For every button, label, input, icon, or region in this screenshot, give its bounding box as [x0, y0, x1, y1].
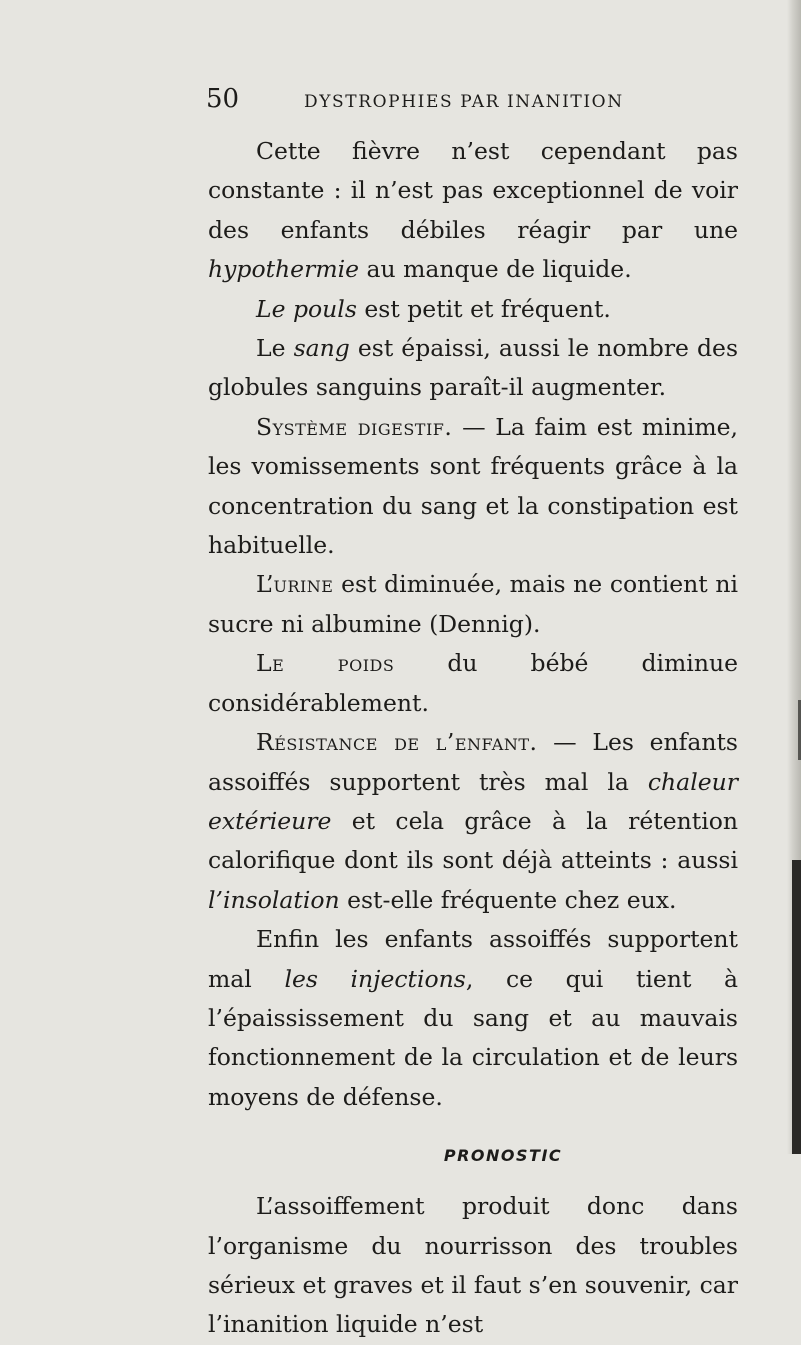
- paragraph-poids: Le poids du bébé diminue considérablement.: [208, 649, 739, 717]
- rubric-resistance: Résistance de l’enfant.: [256, 728, 538, 757]
- rubric-poids: Le poids: [256, 649, 395, 678]
- paragraph-urine: L’urine est diminuée, mais ne contient ni sucre ni albumine (Dennig).: [208, 570, 738, 638]
- term-injections: les injections: [284, 964, 466, 993]
- running-head: [206, 84, 726, 114]
- paragraph-fever: Cette fièvre n’est cependant pas constante : il n’est pas exceptionnel de voir des enfants débiles réagir par une hypothermie au manque de liquide.: [208, 137, 738, 284]
- term-sang: sang: [293, 334, 350, 363]
- paragraph-sang: Le sang est épaissi, aussi le nombre des globules sanguins paraît-il augmenter.: [208, 334, 739, 402]
- paragraph-systeme-digestif: Système digestif. — La faim est minime, les vomissements sont fréquents grâce à la concentration du sang et la constipation est habituelle.: [208, 412, 739, 560]
- paragraph-injections: Enfin les enfants assoiffés supportent mal les injections, ce qui tient à l’épaississement du sang et au mauvais fonctionnement de la circulation et de leurs moyens de défense.: [208, 925, 739, 1111]
- binding-mark-lower: [792, 860, 801, 1154]
- page-number: 50: [206, 84, 240, 114]
- rubric-urine: urine: [273, 570, 334, 599]
- rubric-systeme-digestif: Système digestif.: [256, 412, 453, 441]
- term-insolation: l’insolation: [208, 885, 340, 914]
- paragraph-pouls: Le pouls est petit et fréquent.: [256, 294, 611, 323]
- paragraph-pronostic: L’assoiffement produit donc dans l’organisme du nourrisson des troubles sérieux et graves et il faut s’en souvenir, car l’inanition liquide n’est: [208, 1192, 738, 1339]
- term-chaleur-exterieure: chaleur extérieure: [208, 767, 738, 835]
- section-heading-pronostic: PRONOSTIC: [443, 1146, 563, 1166]
- body-text: [208, 132, 738, 1345]
- term-hypothermie: hypothermie: [208, 255, 360, 284]
- running-title: DYSTROPHIES PAR INANITION: [304, 92, 624, 112]
- paragraph-resistance: Résistance de l’enfant. — Les enfants assoiffés supportent très mal la chaleur extérieure et cela grâce à la rétention calorifique dont ils sont déjà atteints : aussi l’insolation est-elle fréquente chez eux.: [208, 728, 738, 914]
- term-pouls: Le pouls: [256, 294, 357, 323]
